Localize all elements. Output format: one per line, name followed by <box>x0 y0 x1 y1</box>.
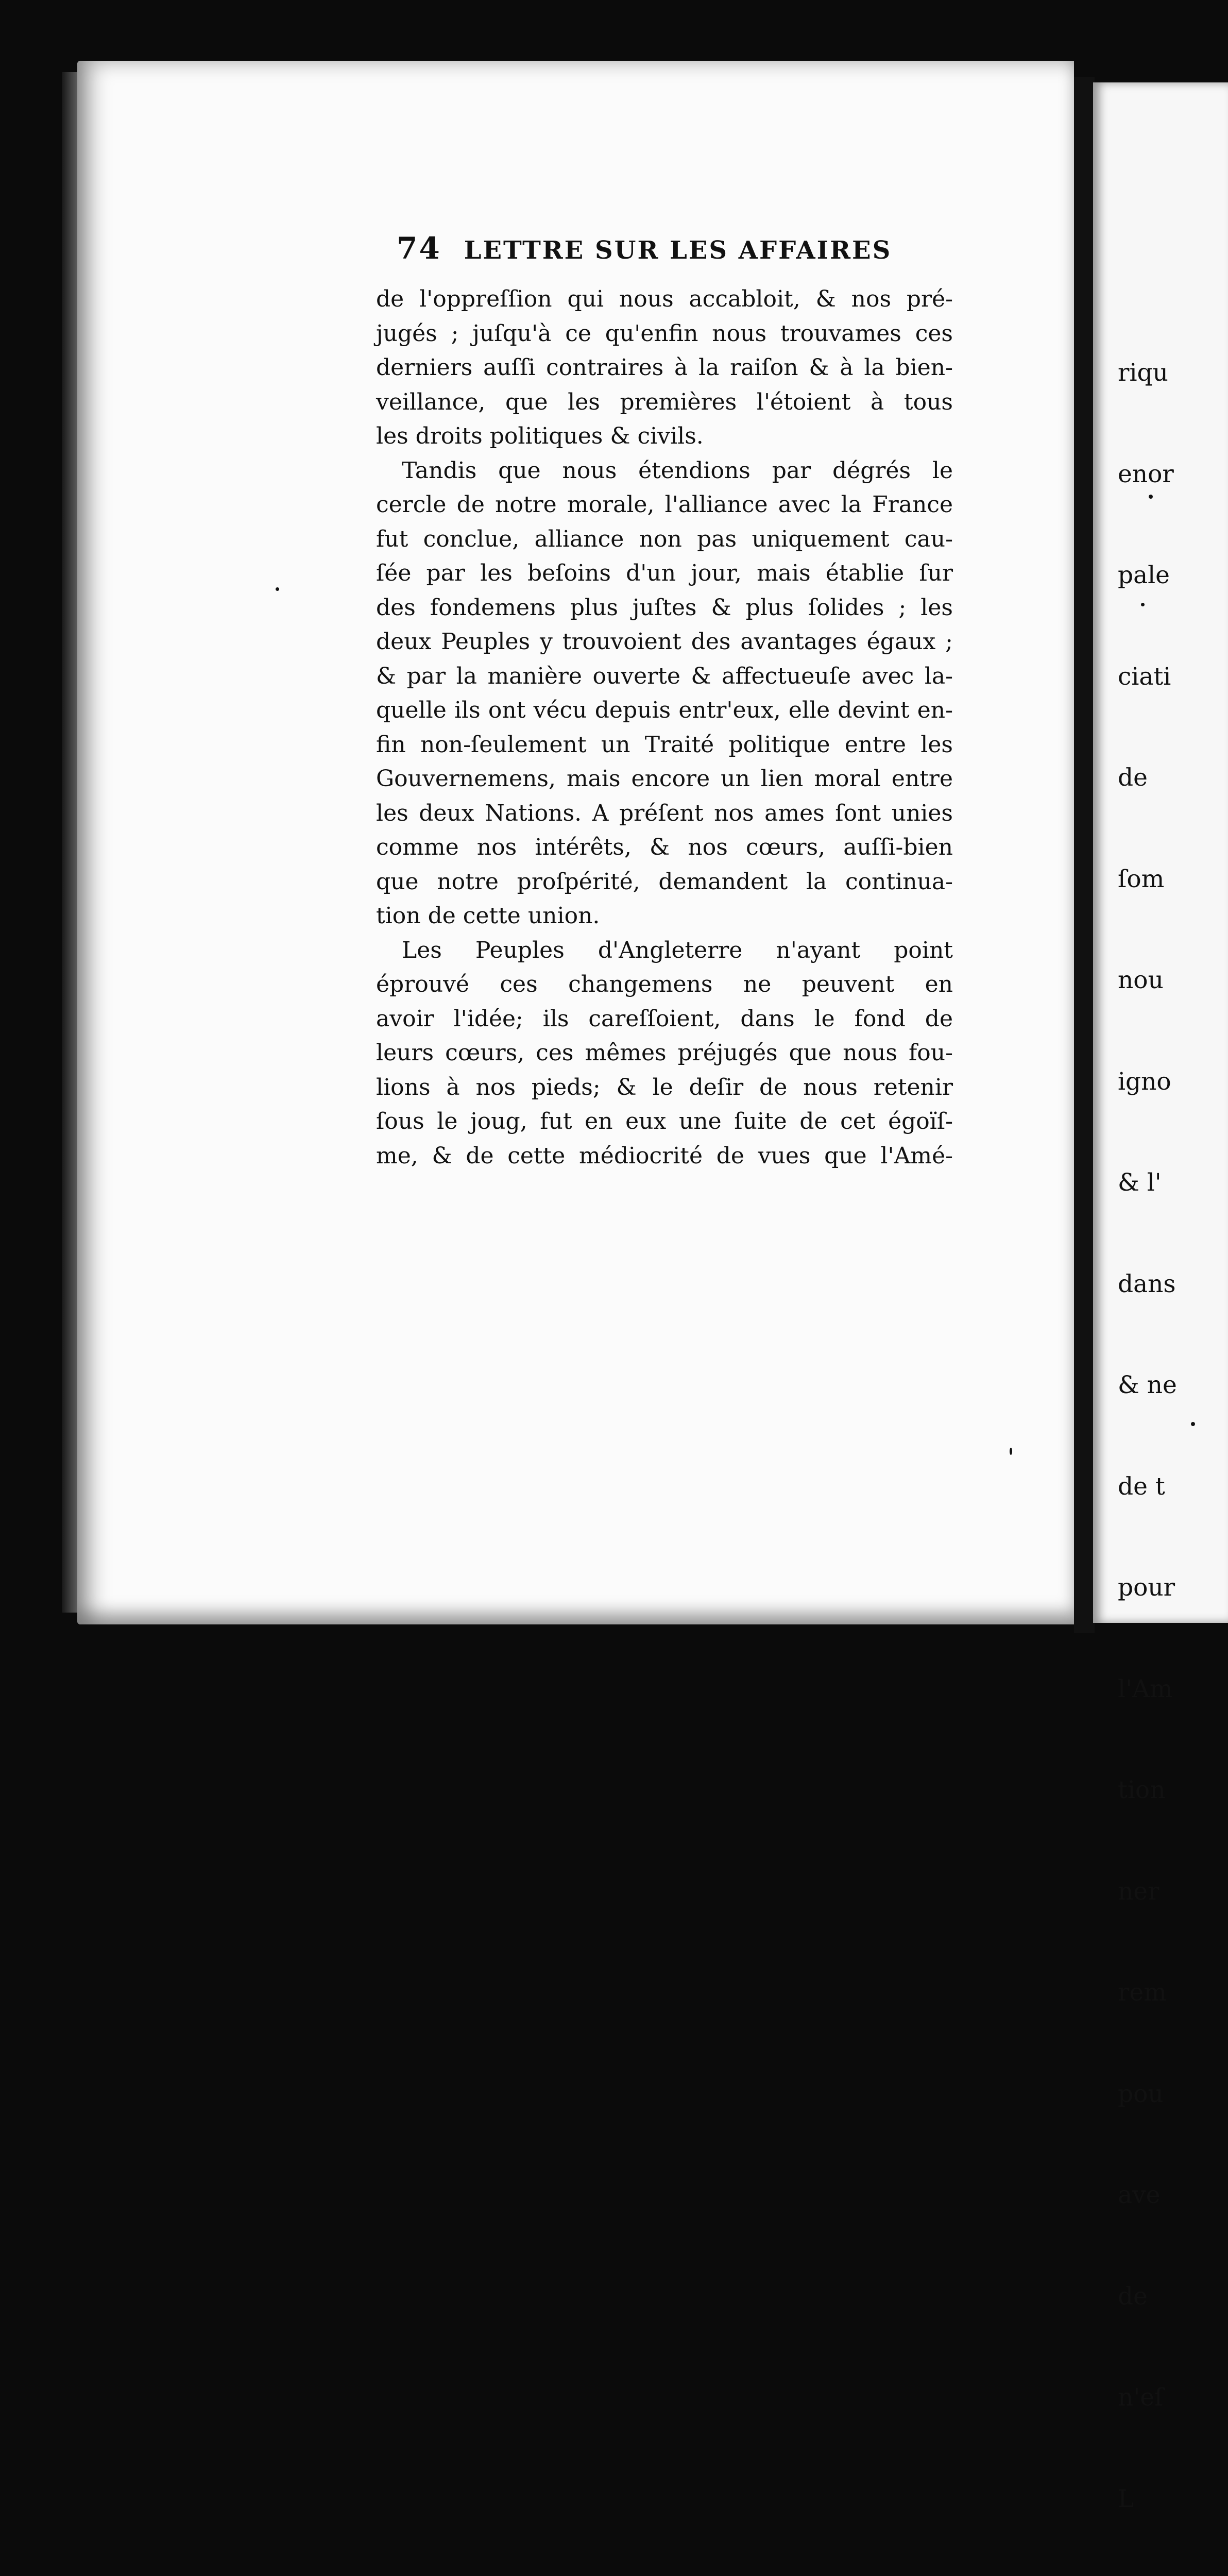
text-line: ſée par les beſoins d'un jour, mais établie ſur <box>376 560 953 586</box>
right-text-fragment: rem <box>1118 1978 1167 2007</box>
text-line: fin non-ſeulement un Traité politique entre les <box>376 731 953 758</box>
right-text-fragment: igno <box>1118 1067 1171 1096</box>
text-line: les droits politiques & civils. <box>376 423 704 449</box>
right-text-fragment: l'Am <box>1118 1674 1173 1703</box>
text-line: des fondemens plus juſtes & plus ſolides ; les <box>376 594 953 621</box>
text-line: Tandis que nous étendions par dégrés le <box>402 457 953 484</box>
body-text <box>376 282 953 1173</box>
text-line: leurs cœurs, ces mêmes préjugés que nous fou- <box>376 1040 953 1066</box>
text-line: ſous le joug, fut en eux une ſuite de cet égoïſ- <box>376 1108 953 1134</box>
right-text-fragment: pour <box>1118 1573 1175 1602</box>
text-line: veillance, que les premières l'étoient à tous <box>376 388 953 415</box>
text-line: avoir l'idée; ils careſſoient, dans le fond de <box>376 1005 953 1032</box>
right-text-fragment: dans <box>1118 1269 1176 1298</box>
text-line: que notre proſpérité, demandent la continua- <box>376 868 953 895</box>
text-line: deux Peuples y trouvoient des avantages égaux ; <box>376 629 953 655</box>
right-text-fragment: ner <box>1118 1877 1159 1906</box>
text-line: & par la manière ouverte & affectueuſe avec la- <box>376 663 953 689</box>
text-line: jugés ; juſqu'à ce qu'enfin nous trouvames ces <box>376 320 953 347</box>
right-text-fragment: ſom <box>1118 865 1165 893</box>
ink-speck <box>1149 495 1153 499</box>
text-line: éprouvé ces changemens ne peuvent en <box>376 971 953 997</box>
right-text-fragment: & ne <box>1118 1371 1177 1399</box>
text-line: de l'oppreſſion qui nous accabloit, & nos pré- <box>376 286 953 312</box>
right-text-fragment: pale <box>1118 561 1170 589</box>
right-text-fragment: riqu <box>1118 359 1168 387</box>
text-line: lions à nos pieds; & le deſir de nous retenir <box>376 1074 953 1100</box>
text-line: quelle ils ont vécu depuis entr'eux, elle devint en- <box>376 697 953 723</box>
book-gutter <box>1074 77 1095 1633</box>
running-header <box>397 231 891 266</box>
right-text-fragment: tion <box>1118 1776 1166 1804</box>
text-line: Gouvernemens, mais encore un lien moral entre <box>376 766 953 792</box>
text-line: Les Peuples d'Angleterre n'ayant point <box>402 937 953 963</box>
right-text-fragment: de <box>1118 764 1148 792</box>
text-line: me, & de cette médiocrité de vues que l'Amé- <box>376 1142 953 1169</box>
right-text-fragment: ave <box>1118 2181 1161 2209</box>
text-line: derniers auſſi contraires à la raiſon & à la bien- <box>376 354 953 381</box>
right-text-fragment: nou <box>1118 966 1164 994</box>
right-text-fragment: n'eſ <box>1118 2383 1164 2412</box>
ink-speck <box>1010 1448 1012 1455</box>
ink-speck <box>276 587 279 591</box>
right-text-fragment: ciati <box>1118 662 1171 691</box>
right-text-fragment: de t <box>1118 1472 1165 1501</box>
right-page-text <box>1118 289 1177 2576</box>
ink-speck <box>1191 1422 1195 1426</box>
right-text-fragment: & l' <box>1118 1168 1162 1197</box>
text-line: cercle de notre morale, l'alliance avec la France <box>376 492 953 518</box>
right-text-fragment: enor <box>1118 460 1174 488</box>
text-line: comme nos intérêts, & nos cœurs, auſſi-bien <box>376 834 953 860</box>
running-title: LETTRE SUR LES AFFAIRES <box>464 236 892 265</box>
right-text-fragment: pou <box>1118 2079 1164 2108</box>
right-text-fragment: L <box>1118 2484 1134 2513</box>
text-line: fut conclue, alliance non pas uniquement cau- <box>376 526 953 552</box>
page-number: 74 <box>397 231 441 266</box>
ink-speck <box>1141 603 1145 606</box>
text-line: les deux Nations. A préſent nos ames ſont unies <box>376 800 953 826</box>
right-text-fragment: de <box>1118 2282 1148 2311</box>
text-line: tion de cette union. <box>376 903 600 929</box>
